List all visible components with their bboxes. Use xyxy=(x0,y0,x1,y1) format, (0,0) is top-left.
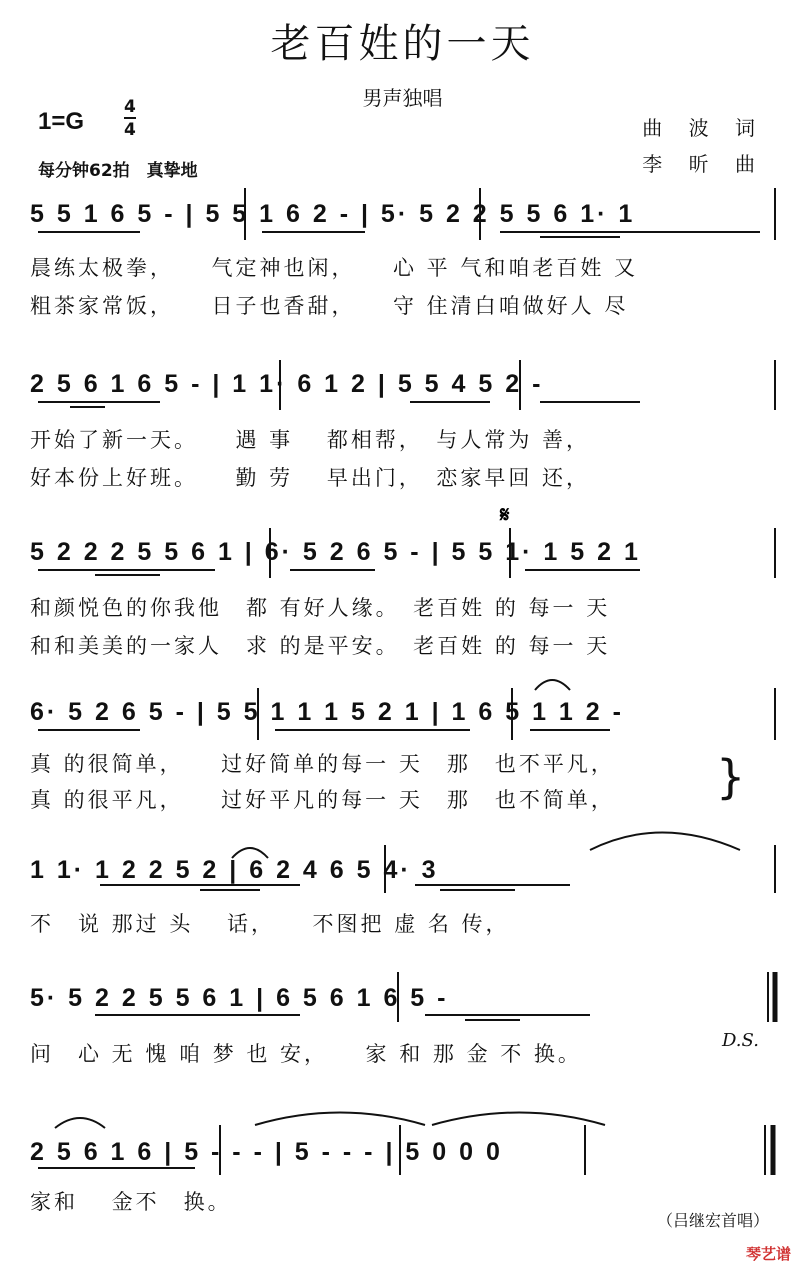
svg-text:𝄋: 𝄋 xyxy=(500,502,510,528)
performance-type: 男声独唱 xyxy=(362,86,443,110)
lyricist-credit: 曲 波 词 xyxy=(642,116,765,140)
song-title: 老百姓的一天 xyxy=(270,21,535,67)
lyric-line: 真 的很简单， 过好简单的每一 天 那 也不平凡， xyxy=(30,752,615,776)
time-signature xyxy=(124,98,136,140)
notation-row: 5 2 2 2 5 5 6 1 | 6· 5 2 6 5 - | 5 5 1· 1 5 2 1 xyxy=(30,538,641,566)
time-top: 4 xyxy=(124,97,136,117)
notation-row: 2 5 6 1 6 | 5 - - - | 5 - - - | 5 0 0 0 xyxy=(30,1138,503,1166)
notation-row: 6· 5 2 6 5 - | 5 5 1 1 1 5 2 1 | 1 6 5 1 1 2 - xyxy=(30,698,624,726)
composer-credit: 李 昕 曲 xyxy=(642,152,765,176)
repeat-brace: } xyxy=(716,750,746,804)
lyric-line: 开始了新一天。 遇 事 都相帮， 与人常为 善， xyxy=(30,428,591,452)
time-bottom: 4 xyxy=(124,120,136,140)
notation-row: 5 5 1 6 5 - | 5 5 1 6 2 - | 5· 5 2 2 5 5 6 1· 1 xyxy=(30,200,636,228)
lyric-line: 问 心 无 愧 咱 梦 也 安， 家 和 那 金 不 换。 xyxy=(30,1042,582,1066)
tempo-marking: 每分钟62拍 真挚地 xyxy=(38,161,198,181)
site-watermark: 琴艺谱 xyxy=(745,1246,791,1263)
lyric-line: 不 说 那过 头 话， 不图把 虚 名 传， xyxy=(30,912,510,936)
key-signature: 1=G xyxy=(38,108,85,135)
lyric-line: 和颜悦色的你我他 都 有好人缘。 老百姓 的 每一 天 xyxy=(30,596,611,620)
lyric-line: 家和 金不 换。 xyxy=(30,1190,232,1214)
first-singer-note: （吕继宏首唱） xyxy=(656,1211,769,1230)
lyric-line: 好本份上好班。 勤 劳 早出门， 恋家早回 还， xyxy=(30,466,591,490)
notation-row: 2 5 6 1 6 5 - | 1 1· 6 1 2 | 5 5 4 5 2 - xyxy=(30,370,544,398)
dal-segno-mark: D.S. xyxy=(722,1030,759,1051)
notation-row: 1 1· 1 2 2 5 2 | 6 2 4 6 5 4· 3 xyxy=(30,856,439,884)
lyric-line: 和和美美的一家人 求 的是平安。 老百姓 的 每一 天 xyxy=(30,634,611,658)
lyric-line: 真 的很平凡， 过好平凡的每一 天 那 也不简单， xyxy=(30,788,615,812)
lyric-line: 晨练太极拳， 气定神也闲， 心 平 气和咱老百姓 又 xyxy=(30,256,639,280)
notation-row: 5· 5 2 2 5 5 6 1 | 6 5 6 1 6 5 - xyxy=(30,984,449,1012)
lyric-line: 粗茶家常饭， 日子也香甜， 守 住清白咱做好人 尽 xyxy=(30,294,629,318)
